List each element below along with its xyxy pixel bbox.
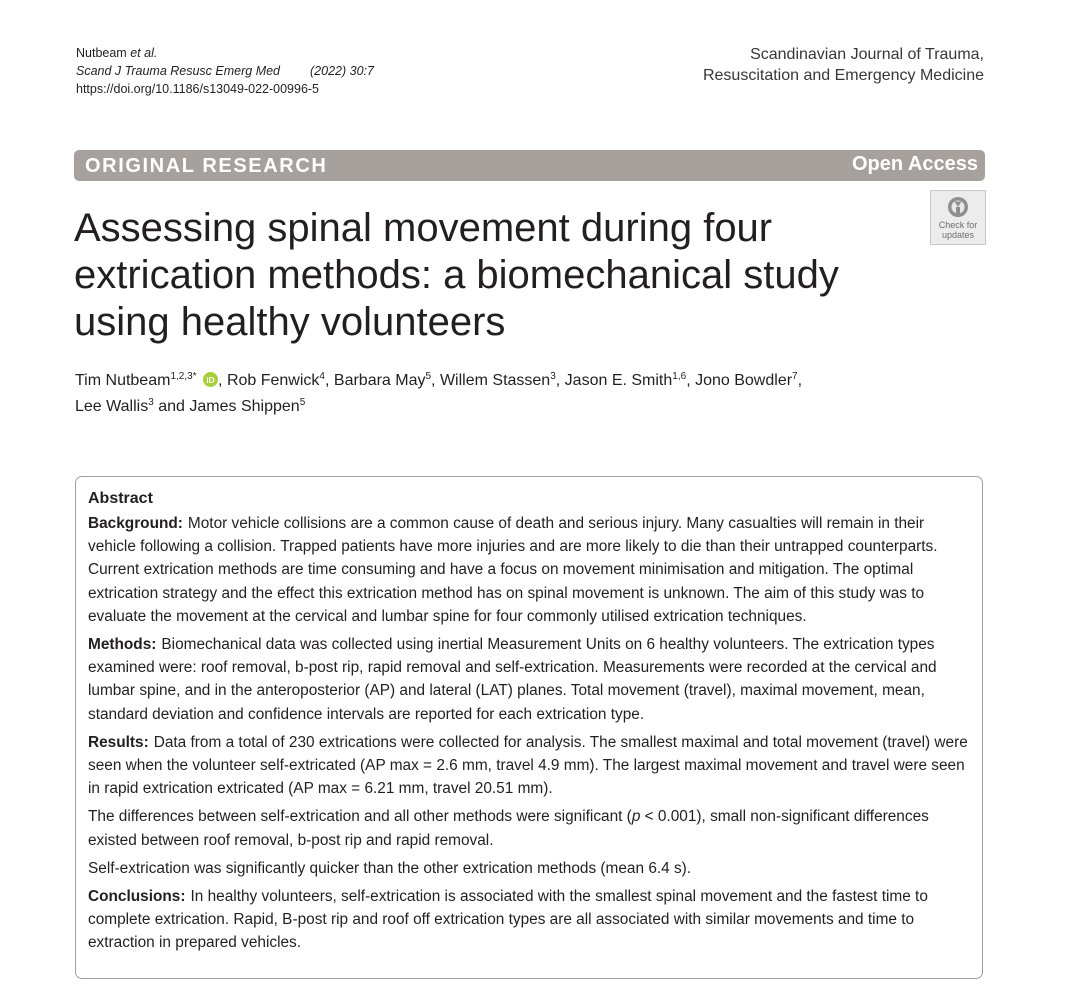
- citation-author: Nutbeam: [76, 46, 127, 60]
- check-updates-line1: Check for: [938, 220, 978, 230]
- abstract-background: [88, 512, 974, 628]
- citation-journal-line: [76, 62, 374, 80]
- author-separator: ,: [431, 372, 436, 389]
- svg-text:iD: iD: [206, 374, 215, 385]
- p-value-symbol: p: [631, 808, 641, 826]
- orcid-icon[interactable]: [203, 372, 218, 387]
- author-name: Barbara May: [333, 372, 426, 389]
- article-title-line1: Assessing spinal movement during four: [74, 206, 773, 250]
- abstract-content: [88, 488, 974, 960]
- methods-label: Methods:: [88, 636, 157, 654]
- methods-text: Biomechanical data was collected using inertial Measurement Units on 6 healthy volunteers. The extrication types examined were: roof removal, b-post rip, rapid removal and self-extrication. Measurements were recorded at the cervical and lumbar spine, and in the anteroposterior (AP) and lateral (LAT) planes. Total movement (travel), maximal movement, mean, standard deviation and confidence intervals are reported for each extrication type.: [88, 636, 937, 723]
- article-type-label: ORIGINAL RESEARCH: [85, 155, 328, 177]
- author-conjunction: and: [158, 398, 185, 415]
- citation-journal: Scand J Trauma Resusc Emerg Med: [76, 64, 281, 78]
- author-name: Willem Stassen: [439, 372, 551, 389]
- abstract-results: [88, 731, 974, 801]
- abstract-speed: [88, 857, 974, 880]
- author-separator: ,: [686, 372, 691, 389]
- abstract-conclusions: [88, 885, 974, 955]
- author-separator: ,: [555, 372, 561, 389]
- citation-author-line: [76, 44, 374, 62]
- author-affiliation: 3: [550, 371, 556, 382]
- differences-text-pre: The differences between self-extrication and all other methods were significant (: [88, 808, 632, 826]
- author-name: Rob Fenwick: [226, 372, 320, 389]
- doi-link[interactable]: https://doi.org/10.1186/s13049-022-00996-5: [76, 82, 320, 96]
- citation-etal: et al.: [130, 46, 158, 60]
- quicker-text: Self-extrication was significantly quicker than the other extrication methods (mean 6.4 s).: [88, 859, 692, 877]
- conclusions-text: In healthy volunteers, self-extrication is associated with the smallest spinal movement and the fastest time to complete extrication. Rapid, B-post rip and roof off extrication types are all associated with similar movements and time to extraction in prepared vehicles.: [88, 888, 928, 952]
- author-affiliation: 7: [792, 371, 798, 382]
- author-name: Tim Nutbeam: [75, 372, 171, 389]
- background-label: Background:: [88, 515, 183, 532]
- article-title: [74, 205, 924, 346]
- background-text: Motor vehicle collisions are a common cause of death and serious injury. Many casualties will remain in their vehicle following a collision. Trapped patients have more injuries and are more likely to die than their untrapped counterparts. Current extrication methods are time consuming and have a focus on movement minimisation and mitigation. The optimal extrication strategy and the effect this extrication method has on spinal movement is unknown. The aim of this study was to evaluate the movement at the cervical and lumbar spine for four commonly utilised extrication techniques.: [88, 515, 938, 625]
- author-affiliation: 5: [425, 371, 432, 382]
- author-separator: ,: [218, 372, 223, 389]
- article-title-line3: using healthy volunteers: [74, 300, 506, 344]
- article-type-banner: [74, 150, 985, 181]
- check-updates-line2: updates: [941, 230, 975, 240]
- abstract-heading: Abstract: [88, 490, 153, 507]
- abstract-differences: [88, 805, 974, 851]
- author-name: Jono Bowdler: [695, 372, 793, 389]
- journal-name: [703, 44, 984, 86]
- results-label: Results:: [88, 733, 149, 751]
- author-affiliation: 1,2,3*: [170, 371, 197, 382]
- conclusions-label: Conclusions:: [88, 888, 186, 906]
- citation-year-volume: (2022) 30:7: [310, 64, 374, 78]
- citation-block: [76, 44, 374, 98]
- abstract-box: [75, 476, 983, 979]
- journal-name-line1: Scandinavian Journal of Trauma,: [750, 46, 984, 63]
- open-access-label: Open Access: [852, 153, 978, 175]
- author-name: James Shippen: [189, 398, 300, 415]
- author-affiliation: 1,6: [672, 371, 687, 382]
- results-text: Data from a total of 230 extrications were collected for analysis. The smallest maximal and total movement (travel) were seen when the volunteer self-extricated (AP max = 2.6 mm, travel 4.9 mm). The largest maximal movement and travel were seen in rapid extrication extricated (AP max = 6.21 mm, travel 20.51 mm).: [88, 733, 968, 798]
- author-name: Jason E. Smith: [564, 372, 673, 389]
- author-separator: ,: [797, 372, 803, 389]
- author-name: Lee Wallis: [75, 398, 149, 415]
- author-affiliation: 3: [148, 397, 154, 408]
- differences-text-post: < 0.001), small non-significant differences existed between roof removal, b-post rip and rapid removal.: [88, 808, 929, 849]
- author-list: [75, 368, 915, 420]
- check-updates-text: [931, 220, 985, 240]
- author-affiliation: 4: [319, 371, 325, 382]
- article-title-line2: extrication methods: a biomechanical study: [74, 253, 839, 297]
- check-updates-icon: [947, 196, 969, 218]
- abstract-methods: [88, 633, 974, 726]
- journal-name-line2: Resuscitation and Emergency Medicine: [702, 67, 984, 84]
- author-separator: ,: [324, 372, 330, 389]
- check-for-updates-button[interactable]: [930, 190, 986, 245]
- author-affiliation: 5: [299, 397, 306, 408]
